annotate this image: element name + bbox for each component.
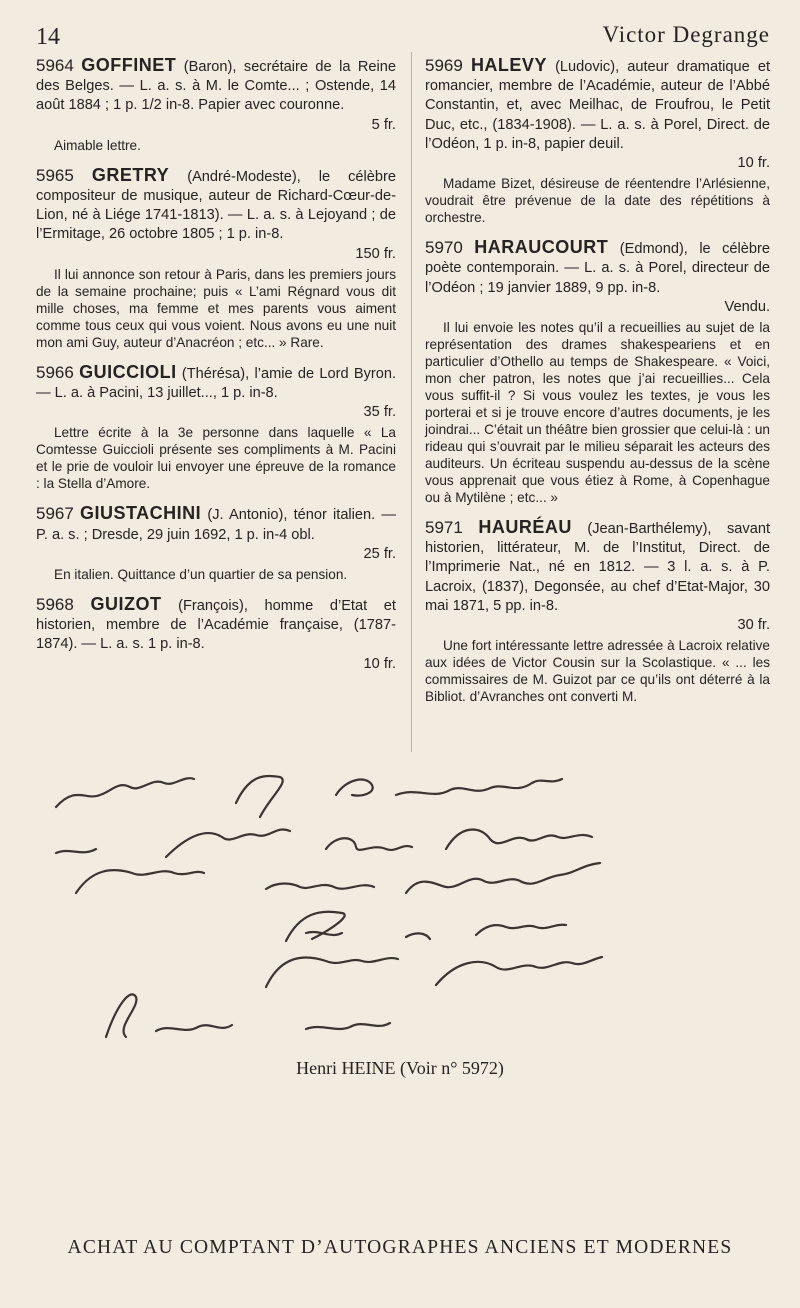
entry-name: GRETRY — [91, 164, 170, 185]
entry-description: (J. Antonio), ténor italien. — P. a. s. ; Dresde, 29 juin 1692, 1 p. in-4 obl. — [36, 507, 396, 543]
facsimile-caption: Henri HEINE (Voir n° 5972) — [296, 1058, 504, 1078]
entry-note: Une fort intéressante lettre adressée à Lacroix relative aux idées de Victor Cousin sur la Scolastique. « ... les commissaires de M. Guizot par ce qu’ils ont déterré à la Bibliot. d’Avranches ont converti M. — [425, 638, 770, 705]
catalog-entry — [36, 166, 396, 351]
entry-description: (Edmond), le célèbre poète contemporain. — L. a. s. à Porel, directeur de l’Odéon ; 19 janvier 1889, 9 pp. in-8. — [425, 241, 770, 296]
entry-price: 35 fr. — [363, 404, 396, 421]
entry-number: 5971 — [425, 518, 463, 538]
column-divider — [411, 52, 412, 752]
entry-name: GIUSTACHINI — [80, 503, 202, 524]
entry-price: 5 fr. — [371, 116, 396, 133]
catalog-entry — [425, 56, 770, 226]
catalog-entry — [425, 518, 770, 705]
entry-name: GUICCIOLI — [79, 361, 177, 382]
entry-price: 25 fr. — [363, 545, 396, 562]
entry-number: 5965 — [36, 165, 74, 185]
entry-note: Il lui annonce son retour à Paris, dans les premiers jours de la semaine prochaine; puis « L’ami Régnard vous dit mille choses, ma femme et mes parents vous aiment comme tous ceux qui vous voient. Nous avons eu une nuit mon ami Guy, auteur d’Anacréon ; etc... » Rare. — [36, 266, 396, 350]
entry-name: HARAUCOURT — [474, 237, 609, 258]
entry-price: 30 fr. — [737, 617, 770, 634]
entry-description: (Jean-Barthélemy), savant historien, littérateur, M. de l’Institut, Direct. de l’Imprimerie Nat., né en 1812. — 3 l. a. s. à P. Lacroix, (1837), Degonsée, au chef d’Etat-Major, 30 mai 1871, 5 pp. in-8. — [425, 521, 770, 614]
entry-description: (François), homme d’Etat et historien, membre de l’Académie française, (1787-1874). — L. a. s. 1 p. in-8. — [36, 598, 396, 653]
catalog-entry — [36, 504, 396, 583]
entry-price: 10 fr. — [363, 655, 396, 672]
page-footer: ACHAT AU COMPTANT D’AUTOGRAPHES ANCIENS ET MODERNES — [67, 1237, 733, 1258]
entry-number: 5967 — [36, 504, 74, 524]
entry-note: Lettre écrite à la 3e personne dans laquelle « La Comtesse Guiccioli présente ses compliments à M. Pacini et le prie de vouloir lui envoyer une épreuve de la romance : la Stella d’Amore. — [36, 425, 396, 492]
right-column — [425, 56, 770, 717]
entry-number: 5966 — [36, 362, 74, 382]
entry-number: 5964 — [36, 56, 74, 75]
entry-number: 5969 — [425, 56, 463, 75]
entry-name: HALEVY — [470, 55, 547, 75]
entry-price: Vendu. — [724, 298, 770, 315]
entry-number: 5970 — [425, 238, 463, 258]
catalog-entry — [36, 56, 396, 154]
catalog-entry — [425, 238, 770, 506]
catalog-entry — [36, 363, 396, 493]
entry-note: En italien. Quittance d’un quartier de sa pension. — [54, 567, 348, 583]
entry-price: 10 fr. — [737, 155, 770, 172]
entry-description: (Ludovic), auteur dramatique et romancier, membre de l’Académie, auteur de l’Abbé Constantin, et, avec Meilhac, de Froufrou, le Petit Duc, etc., (1834-1908). — L. a. s. à Porel, Direct. de l’Odéon, 1 p. in-8, papier deuil. — [425, 59, 770, 152]
entry-note: Madame Bizet, désireuse de réentendre l’Arlésienne, voudrait être prévenue de la date des répétitions à orchestre. — [425, 176, 770, 226]
entry-note: Il lui envoie les notes qu’il a recueillies au sujet de la représentation des drames shakespeariens et en particulier d’Othello au temps de Shakespeare. « Voici, mon cher patron, les notes que j’ai recueillies... Cela vous suffit-il ? Si vous voulez les textes, je vous les porterai et si je trouve encore d’autres documents, je les joindrai... C’était un théâtre bien grossier que celui-là : un rideau qui s’ouvrait par le milieu séparait les acteurs des auditeurs. Un écriteau suspendu au-dessus de la scène vous apprenait que vous étiez à Rome, à Copenhague ou à Mytilène ; etc... » — [425, 320, 770, 506]
handwriting-image — [36, 765, 776, 1050]
page-number: 14 — [36, 24, 60, 50]
entry-note: Aimable lettre. — [54, 137, 141, 153]
left-column — [36, 56, 396, 686]
running-header: Victor Degrange — [602, 22, 770, 47]
entry-description: (Thérésa), l’amie de Lord Byron. — L. a. à Pacini, 13 juillet..., 1 p. in-8. — [36, 365, 397, 402]
entry-description: (Baron), secrétaire de la Reine des Belges. — L. a. s. à M. le Comte... ; Ostende, 14 août 1884 ; 1 p. 1/2 in-8. Papier avec couronne. — [36, 59, 397, 114]
catalog-entry — [36, 595, 396, 674]
entry-number: 5968 — [36, 595, 74, 615]
entry-price: 150 fr. — [355, 245, 396, 262]
handwritten-letter-facsimile — [36, 765, 776, 1050]
entry-description: (André-Modeste), le célèbre compositeur de musique, auteur de Richard-Cœur-de-Lion, né à Liége 1741-1813). — L. a. s. à Lejoyand ; de l’Ermitage, 26 octobre 1805 ; 1 p. in-8. — [36, 168, 396, 243]
entry-name: GUIZOT — [90, 594, 162, 615]
entry-name: HAURÉAU — [478, 517, 572, 538]
entry-name: GOFFINET — [81, 55, 177, 75]
